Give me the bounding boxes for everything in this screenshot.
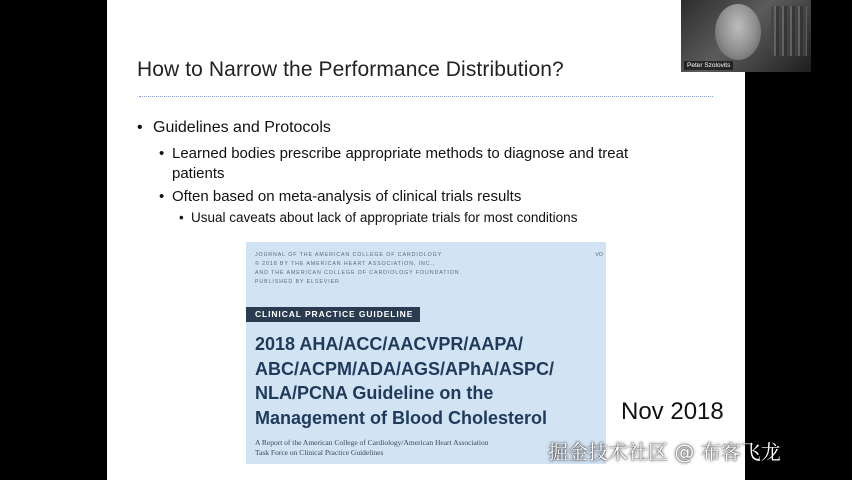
guideline-banner: CLINICAL PRACTICE GUIDELINE [246,307,420,322]
bullet-dot-icon: • [159,145,165,162]
guideline-title-line: 2018 AHA/ACC/AACVPR/AAPA/ [255,334,524,354]
participant-video-tile[interactable] [681,0,811,72]
journal-line: JOURNAL OF THE AMERICAN COLLEGE OF CARDIOLOGY [255,252,443,258]
watermark-text: 掘金技术社区 @ 布客飞龙 [548,440,781,464]
participant-avatar [715,4,761,60]
journal-line: © 2018 BY THE AMERICAN HEART ASSOCIATION, INC., [255,261,436,267]
journal-line: PUBLISHED BY ELSEVIER [255,279,340,285]
guideline-title-line: ABC/ACPM/ADA/AGS/APhA/ASPC/ [255,358,555,379]
slide-title: How to Narrow the Performance Distribution? [137,58,564,81]
journal-line: AND THE AMERICAN COLLEGE OF CARDIOLOGY FOUNDATION. [255,270,462,276]
journal-corner-text: VO [595,252,603,258]
bullet-level1 [137,119,331,137]
bullet-text-line2: patients [172,165,225,182]
guideline-report-note [255,438,488,458]
date-label: Nov 2018 [621,398,724,425]
guideline-title [255,332,603,430]
guideline-title-line: NLA/PCNA Guideline on the [255,383,494,403]
participant-name: Peter Szolovits [684,61,733,70]
title-divider [139,96,713,97]
bullet-level2-learned-bodies [159,144,699,184]
bullet-dot-icon: • [179,210,184,225]
bullet-text-line1: Learned bodies prescribe appropriate methods to diagnose and treat [172,145,629,162]
report-line: A Report of the American College of Cardiology/American Heart Association [255,438,489,447]
bullet-text: Usual caveats about lack of appropriate trials for most conditions [191,210,578,225]
report-line: Task Force on Clinical Practice Guidelines [255,448,384,457]
video-background [771,6,807,56]
guideline-cover-image [246,242,606,464]
bullet-text: Guidelines and Protocols [153,119,331,136]
bullet-dot-icon: • [159,188,165,205]
bullet-level2-meta-analysis [159,187,521,207]
presentation-slide [107,0,745,480]
bullet-text: Often based on meta-analysis of clinical trials results [172,188,522,205]
bullet-level3-caveats [179,210,577,225]
bullet-dot-icon: • [137,119,143,136]
guideline-title-line: Management of Blood Cholesterol [255,407,548,428]
